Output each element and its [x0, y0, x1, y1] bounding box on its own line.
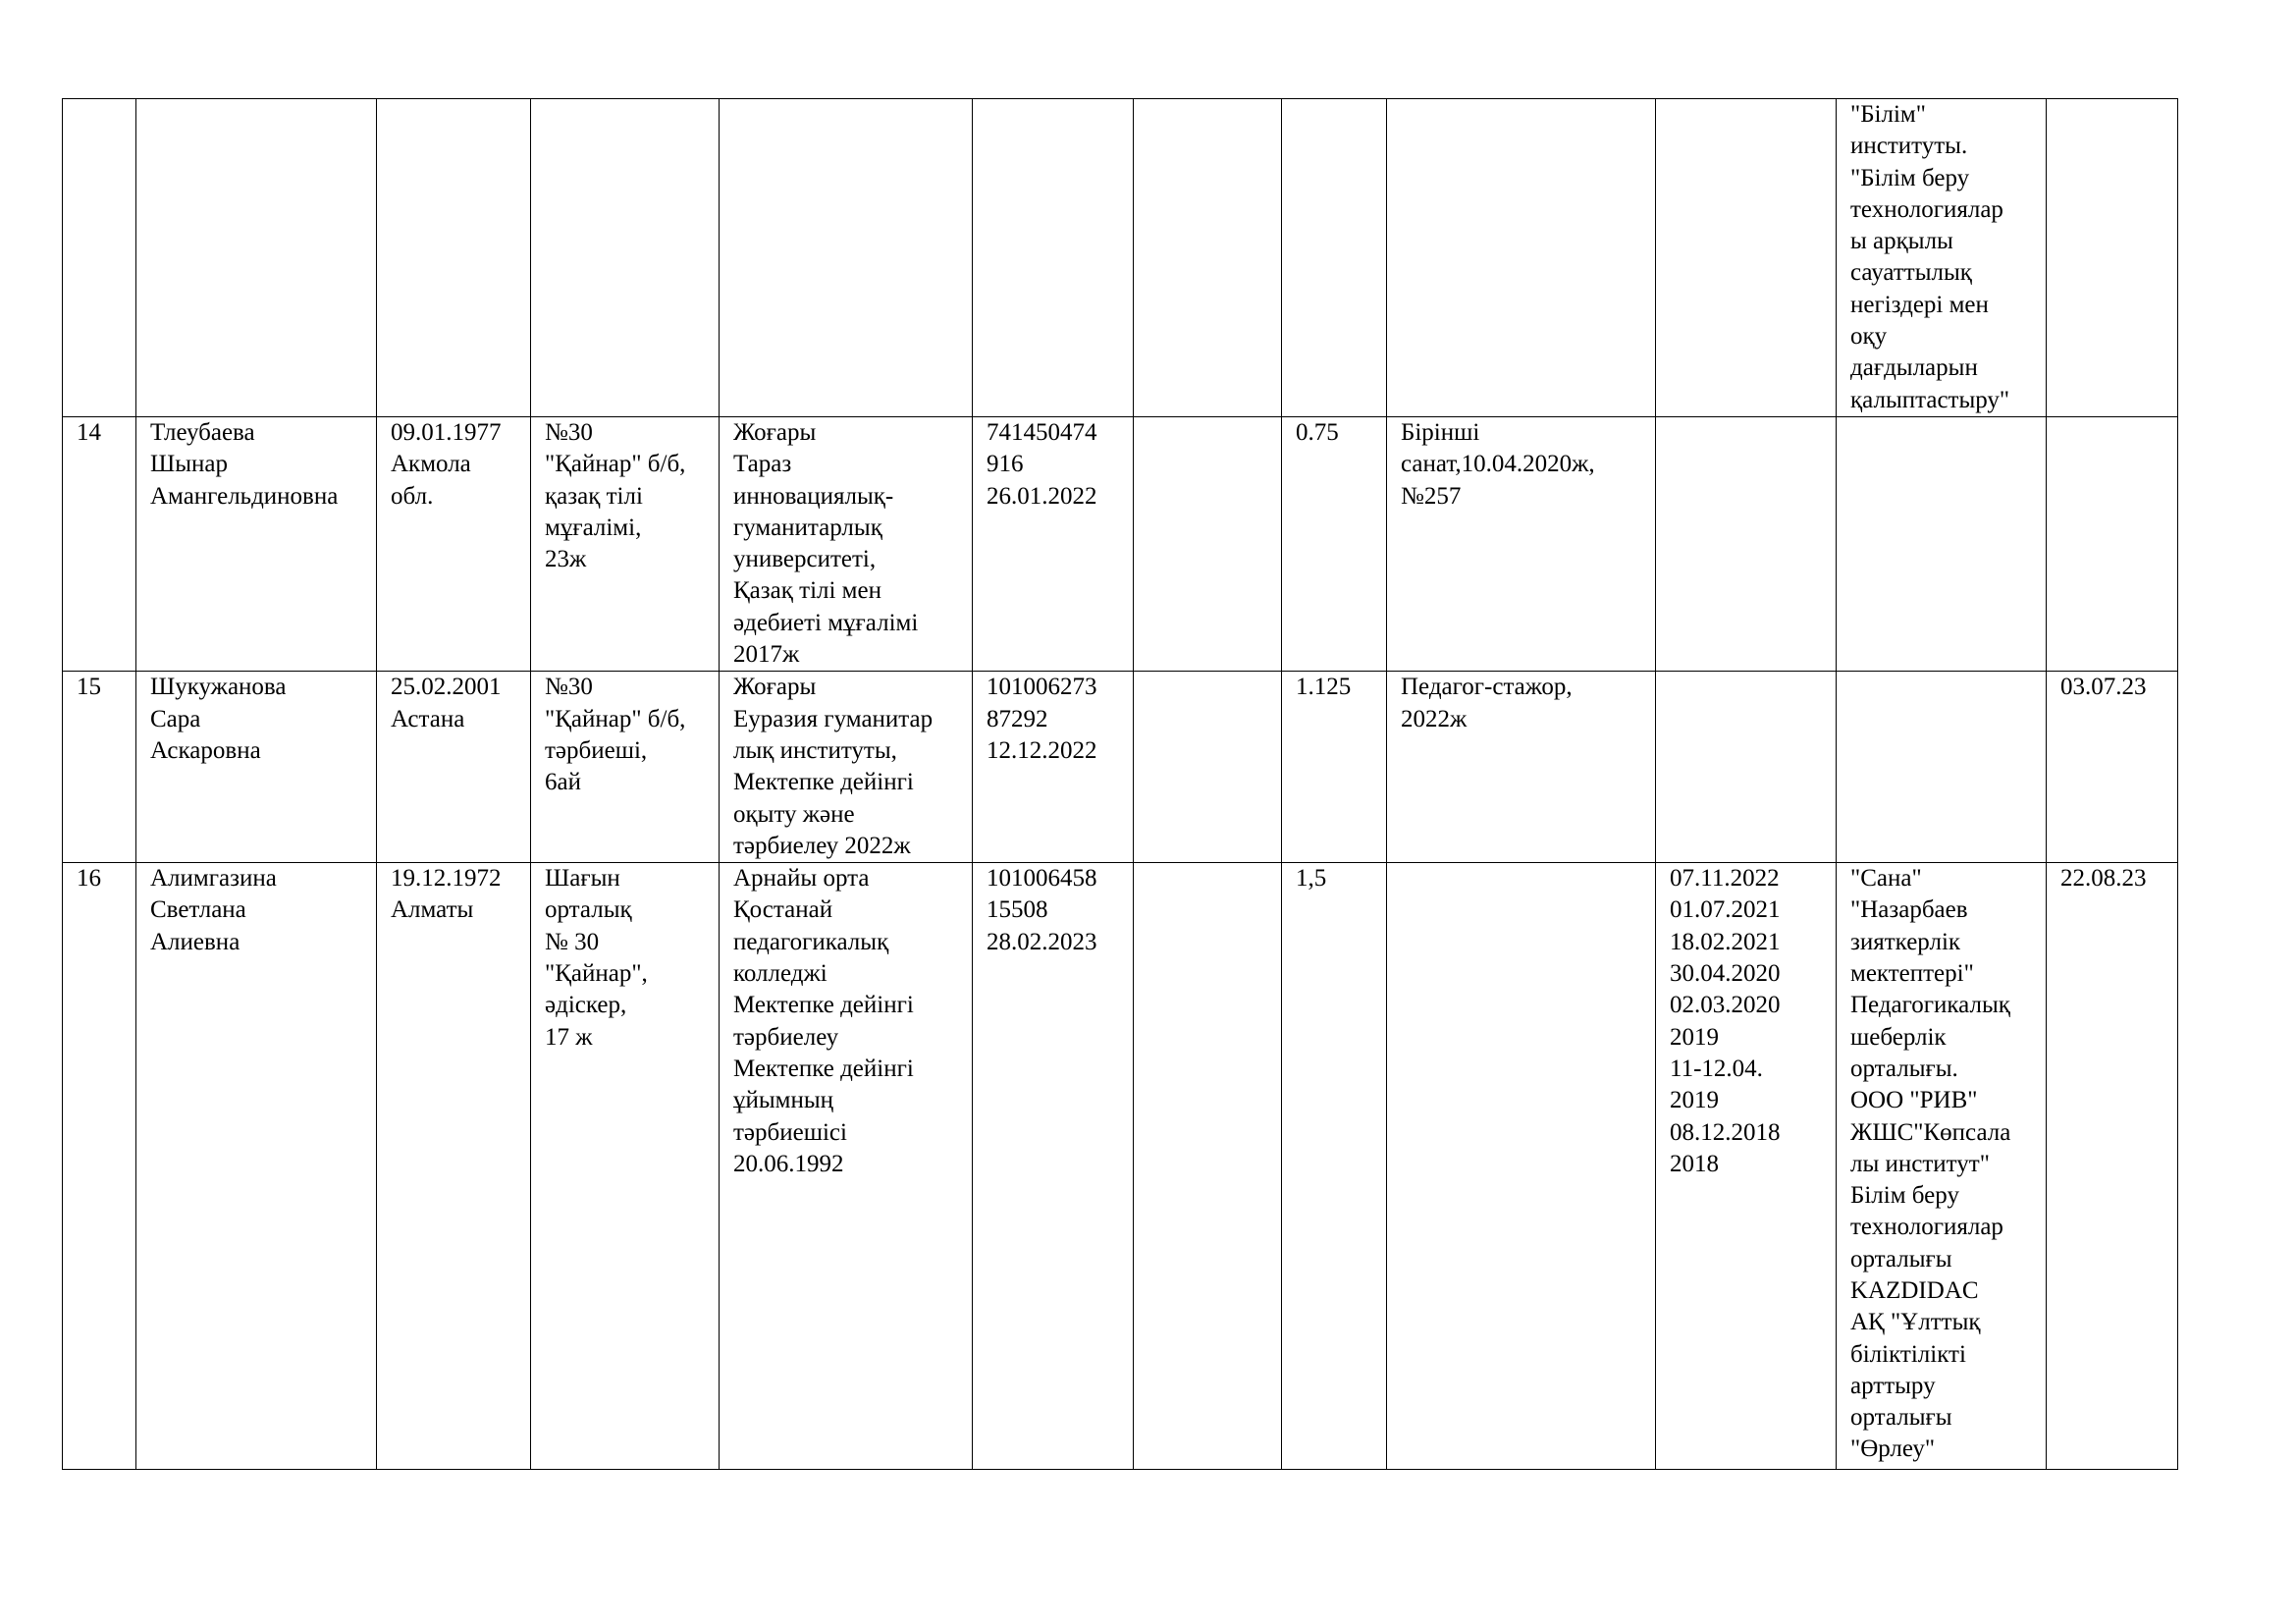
cell-course-organization — [1837, 672, 2047, 863]
cell-full-name — [136, 99, 377, 417]
cell-number: 14 — [63, 416, 136, 671]
cell-education: Жоғары Тараз инновациялық- гуманитарлық университеті, Қазақ тілі мен әдебиеті мұғалімі 2017ж — [720, 416, 973, 671]
cell-course-dates: 07.11.2022 01.07.2021 18.02.2021 30.04.2020 02.03.2020 2019 11-12.04. 2019 08.12.2018 2018 — [1656, 863, 1837, 1470]
cell-category: Педагог-стажор, 2022ж — [1387, 672, 1656, 863]
cell-rate: 1.125 — [1282, 672, 1387, 863]
cell-position: №30 "Қайнар" б/б, тәрбиеші, 6ай — [531, 672, 720, 863]
cell-diploma: 101006273 87292 12.12.2022 — [973, 672, 1134, 863]
cell-rate: 0.75 — [1282, 416, 1387, 671]
cell-position: №30 "Қайнар" б/б, қазақ тілі мұғалімі, 23ж — [531, 416, 720, 671]
cell-birth: 09.01.1977 Акмола обл. — [377, 416, 531, 671]
cell-full-name: Тлеубаева Шынар Амангельдиновна — [136, 416, 377, 671]
cell-education — [720, 99, 973, 417]
cell-birth: 25.02.2001 Астана — [377, 672, 531, 863]
cell-extra — [1134, 99, 1282, 417]
staff-table — [62, 98, 2178, 1470]
cell-diploma — [973, 99, 1134, 417]
cell-course-dates — [1656, 416, 1837, 671]
cell-full-name: Алимгазина Светлана Алиевна — [136, 863, 377, 1470]
cell-rate: 1,5 — [1282, 863, 1387, 1470]
cell-course-organization: "Сана" "Назарбаев зияткерлік мектептері" Педагогикалық шеберлік орталығы. ООО "РИВ" ЖШС"Көпсала лы институт" Білім беру технологиялар орталығы KAZDIDAC АҚ "Ұлттық біліктілікті арттыру орталығы "Өрлеу" — [1837, 863, 2047, 1470]
table-row — [63, 416, 2178, 671]
cell-course-organization — [1837, 416, 2047, 671]
cell-date — [2047, 416, 2178, 671]
cell-course-dates — [1656, 672, 1837, 863]
cell-category — [1387, 863, 1656, 1470]
cell-extra — [1134, 672, 1282, 863]
cell-course-organization: "Білім" институты. "Білім беру технологиялар ы арқылы сауаттылық негіздері мен оқу дағдыларын қалыптастыру" — [1837, 99, 2047, 417]
table-row — [63, 99, 2178, 417]
cell-category: Бірінші санат,10.04.2020ж, №257 — [1387, 416, 1656, 671]
cell-number — [63, 99, 136, 417]
cell-position: Шағын орталық № 30 "Қайнар", әдіскер, 17 ж — [531, 863, 720, 1470]
cell-category — [1387, 99, 1656, 417]
cell-date: 03.07.23 — [2047, 672, 2178, 863]
table-row — [63, 672, 2178, 863]
cell-extra — [1134, 416, 1282, 671]
cell-date: 22.08.23 — [2047, 863, 2178, 1470]
cell-number: 15 — [63, 672, 136, 863]
cell-full-name: Шукужанова Сара Аскаровна — [136, 672, 377, 863]
cell-birth: 19.12.1972 Алматы — [377, 863, 531, 1470]
cell-extra — [1134, 863, 1282, 1470]
table-row — [63, 863, 2178, 1470]
cell-date — [2047, 99, 2178, 417]
cell-number: 16 — [63, 863, 136, 1470]
cell-diploma: 101006458 15508 28.02.2023 — [973, 863, 1134, 1470]
cell-education: Арнайы орта Қостанай педагогикалық колледжі Мектепке дейінгі тәрбиелеу Мектепке дейінгі ұйымның тәрбиешісі 20.06.1992 — [720, 863, 973, 1470]
cell-education: Жоғары Еуразия гуманитар лық институты, Мектепке дейінгі оқыту және тәрбиелеу 2022ж — [720, 672, 973, 863]
cell-diploma: 741450474 916 26.01.2022 — [973, 416, 1134, 671]
cell-rate — [1282, 99, 1387, 417]
cell-position — [531, 99, 720, 417]
cell-course-dates — [1656, 99, 1837, 417]
cell-birth — [377, 99, 531, 417]
